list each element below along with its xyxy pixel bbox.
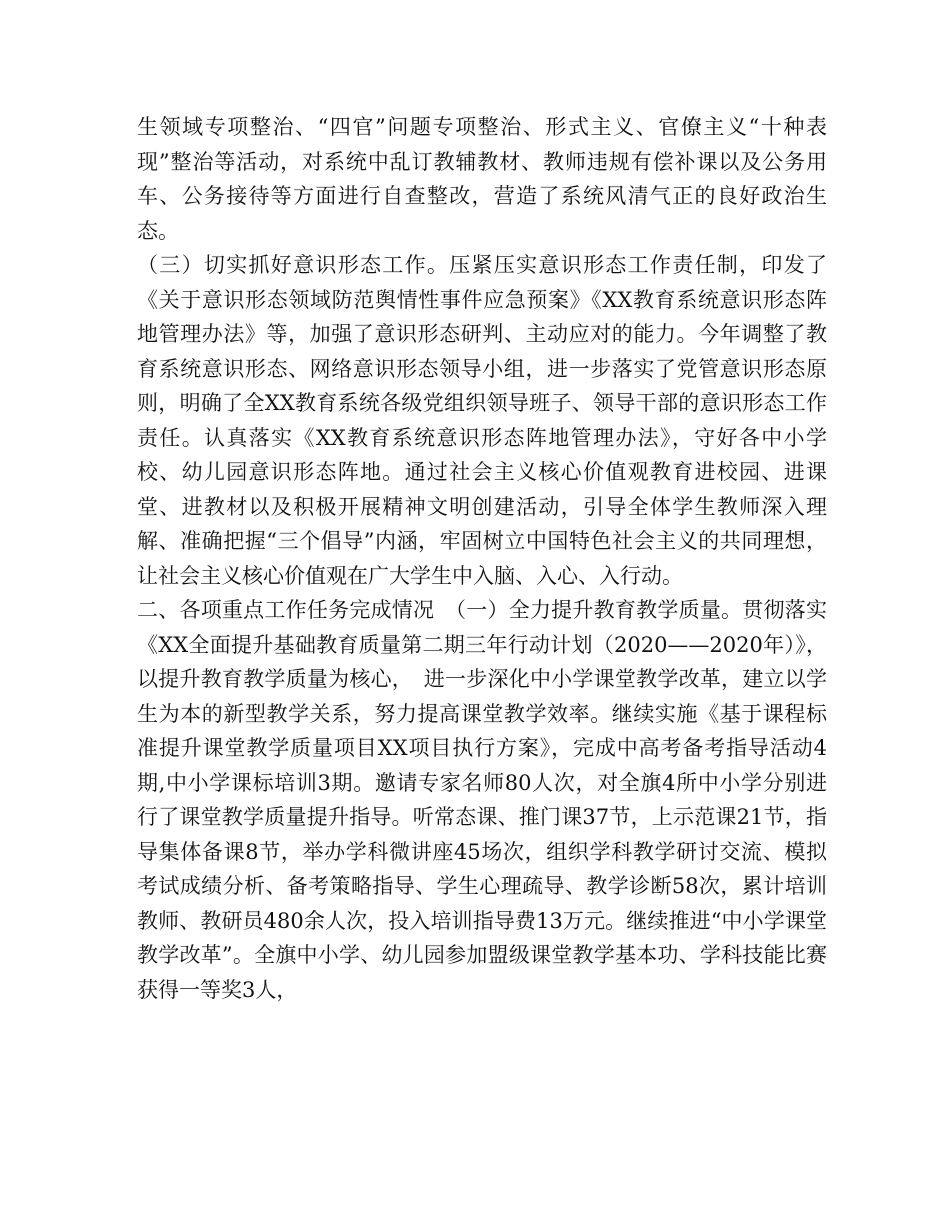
paragraph-key-tasks: 二、各项重点工作任务完成情况 （一）全力提升教育教学质量。贯彻落实《XX全面提升基础教育质量第二期三年行动计划（2020——2020年）》，以提升教育教学质量为核心， 进一步深化中小学课堂教学改革，建立以学生为本的新型教学关系，努力提高课堂教学效率。继续实施《基于课程标准提升课堂教学质量项目XX项目执行方案》，完成中高考备考指导活动4期,中小学课标培训3期。邀请专家名师80人次，对全旗4所中小学分别进行了课堂教学质量提升指导。听常态课、推门课37节，上示范课21节，指导集体备课8节，举办学科微讲座45场次，组织学科教学研讨交流、模拟考试成绩分析、备考策略指导、学生心理疏导、教学诊断58次，累计培训教师、教研员480余人次，投入培训指导费13万元。继续推进“中小学课堂教学改革”。全旗中小学、幼儿园参加盟级课堂教学基本功、学科技能比赛获得一等奖3人，: [137, 598, 827, 1002]
paragraph-political-ecology: 生领域专项整治、“四官”问题专项整治、形式主义、官僚主义“十种表现”整治等活动，对系统中乱订教辅教材、教师违规有偿补课以及公务用车、公务接待等方面进行自查整改，营造了系统风清气正的良好政治生态。: [137, 115, 827, 243]
document-body: [137, 110, 827, 1007]
paragraph-ideology-work: （三）切实抓好意识形态工作。压紧压实意识形态工作责任制，印发了《关于意识形态领域防范舆情性事件应急预案》《XX教育系统意识形态阵地管理办法》等，加强了意识形态研判、主动应对的能力。今年调整了教育系统意识形态、网络意识形态领导小组，进一步落实了党管意识形态原则，明确了全XX教育系统各级党组织领导班子、领导干部的意识形态工作责任。认真落实《XX教育系统意识形态阵地管理办法》，守好各中小学校、幼儿园意识形态阵地。通过社会主义核心价值观教育进校园、进课堂、进教材以及积极开展精神文明创建活动，引导全体学生教师深入理解、准确把握“三个倡导”内涵，牢固树立中国特色社会主义的共同理想，让社会主义核心价值观在广大学生中入脑、入心、入行动。: [137, 253, 827, 588]
